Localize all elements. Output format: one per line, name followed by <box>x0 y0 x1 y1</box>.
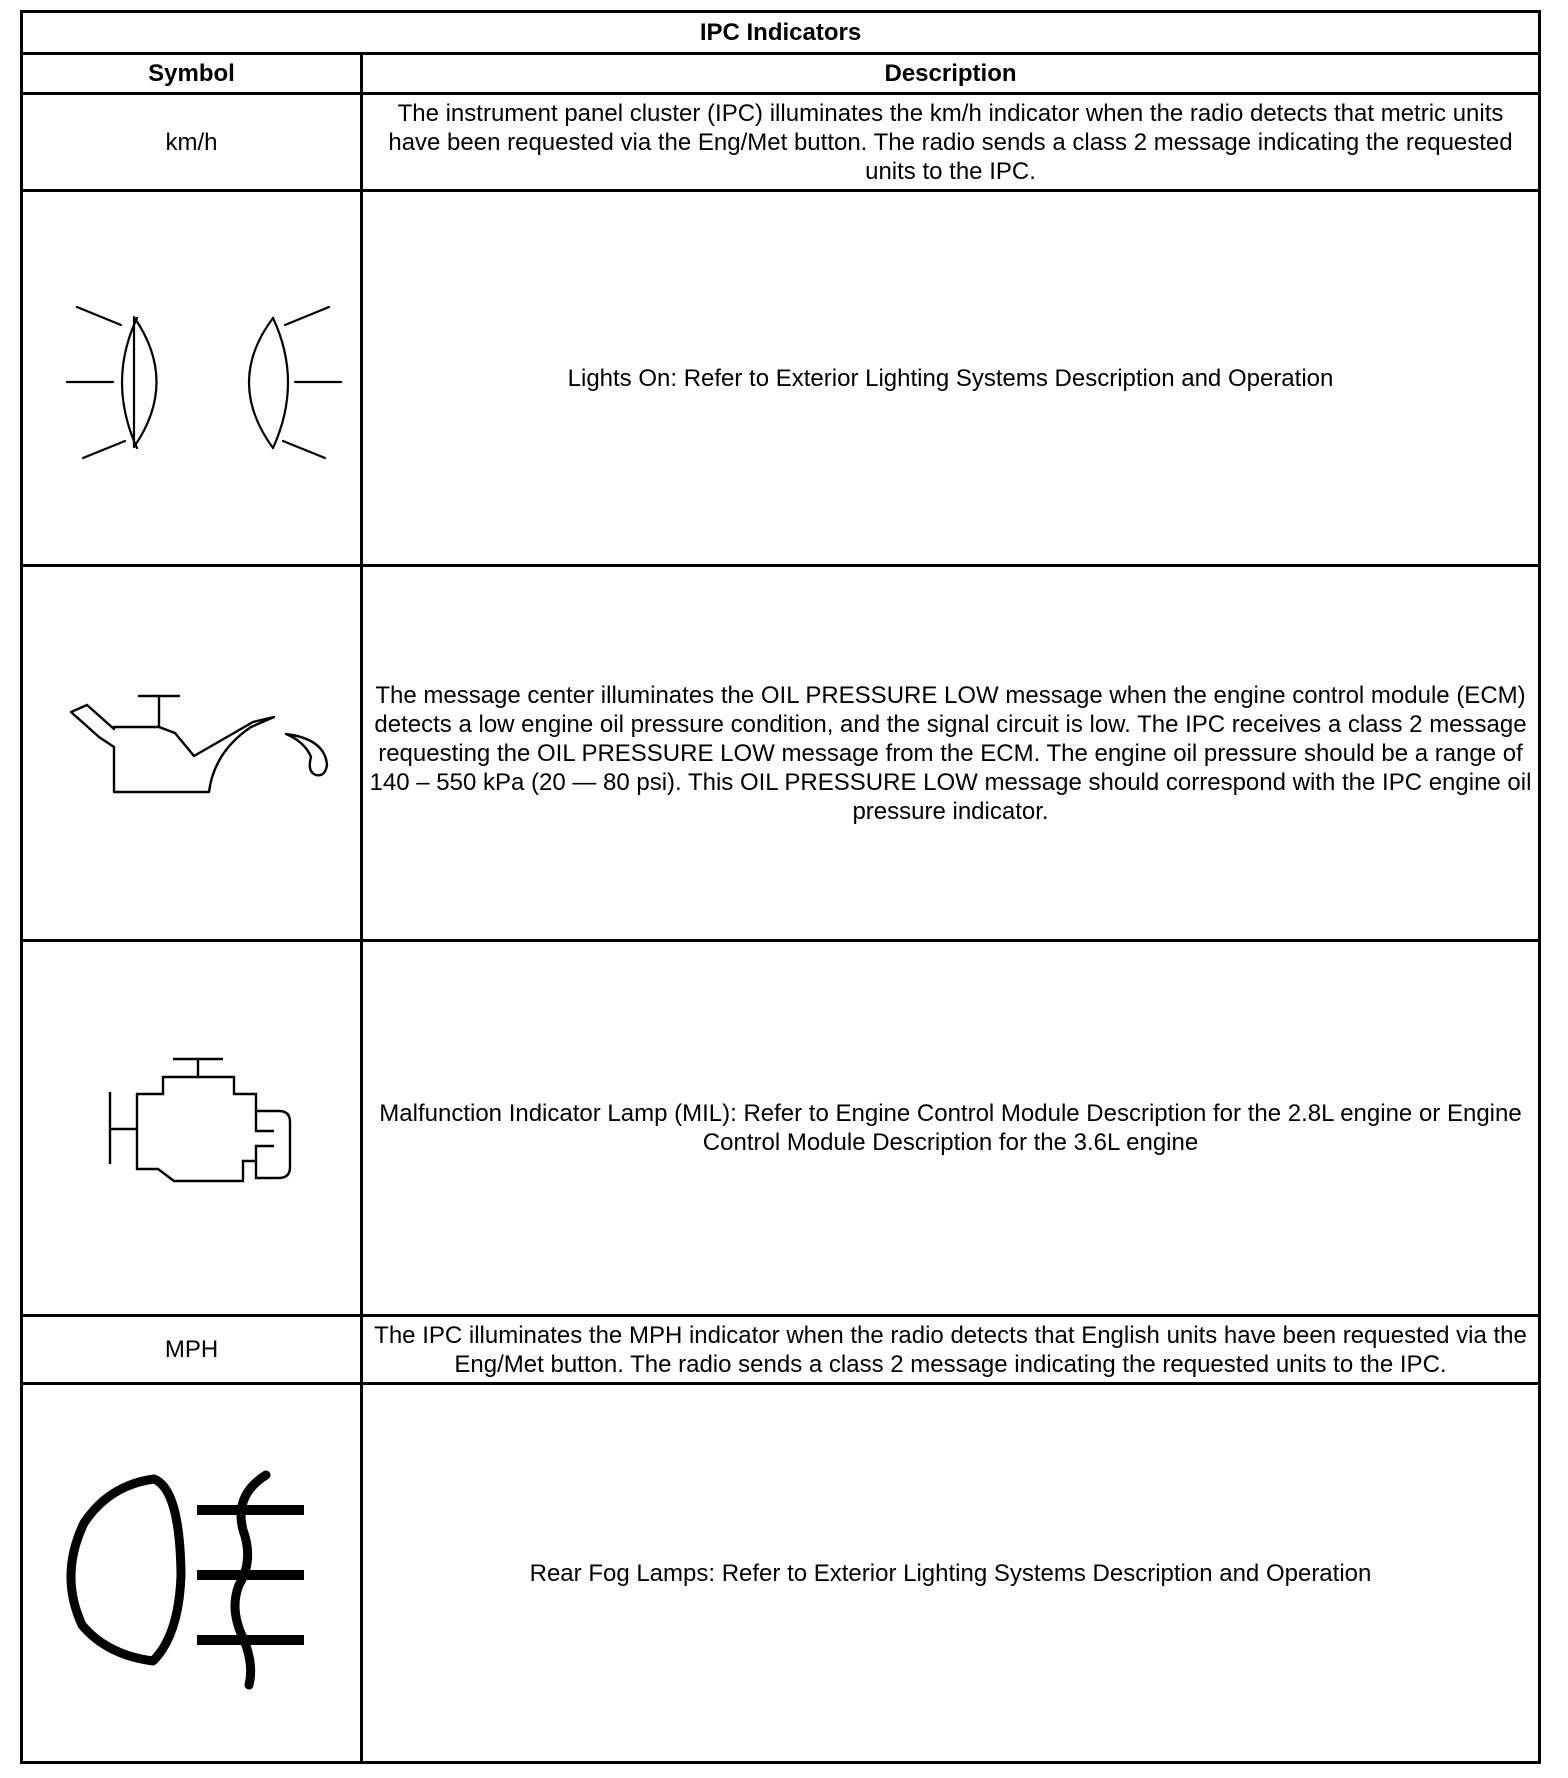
symbol-cell <box>22 191 362 566</box>
ipc-indicators-table <box>20 10 1541 1764</box>
description-cell: Lights On: Refer to Exterior Lighting Systems Description and Operation <box>362 191 1540 566</box>
table-row <box>22 94 1540 191</box>
table-title: IPC Indicators <box>22 12 1540 54</box>
table-row <box>22 566 1540 941</box>
description-column-header: Description <box>362 54 1540 94</box>
table-title-row <box>22 12 1540 54</box>
description-cell: Rear Fog Lamps: Refer to Exterior Lighting Systems Description and Operation <box>362 1384 1540 1763</box>
table-row <box>22 191 1540 566</box>
description-cell: The message center illuminates the OIL PRESSURE LOW message when the engine control module (ECM) detects a low engine oil pressure condition, and the signal circuit is low. The IPC receives a class 2 message requesting the OIL PRESSURE LOW message from the ECM. The engine oil pressure should be a range of 140 – 550 kPa (20 — 80 psi). This OIL PRESSURE LOW message should correspond with the IPC engine oil pressure indicator. <box>362 566 1540 941</box>
symbol-cell <box>22 566 362 941</box>
table-header-row <box>22 54 1540 94</box>
symbol-cell <box>22 941 362 1316</box>
engine-icon <box>29 942 369 1314</box>
description-cell: The instrument panel cluster (IPC) illuminates the km/h indicator when the radio detects that metric units have been requested via the Eng/Met button. The radio sends a class 2 message indicating the requested units to the IPC. <box>362 94 1540 191</box>
headlamps-lights-on-icon <box>29 192 369 564</box>
description-cell: Malfunction Indicator Lamp (MIL): Refer to Engine Control Module Description for the 2.8L engine or Engine Control Module Description for the 3.6L engine <box>362 941 1540 1316</box>
table-row <box>22 941 1540 1316</box>
description-cell: The IPC illuminates the MPH indicator when the radio detects that English units have been requested via the Eng/Met button. The radio sends a class 2 message indicating the requested units to the IPC. <box>362 1316 1540 1384</box>
table-row <box>22 1384 1540 1763</box>
oil-can-icon <box>29 567 369 939</box>
symbol-column-header: Symbol <box>22 54 362 94</box>
symbol-cell <box>22 1384 362 1763</box>
symbol-cell: km/h <box>22 94 362 191</box>
symbol-cell: MPH <box>22 1316 362 1384</box>
rear-fog-lamp-icon <box>29 1385 369 1761</box>
table-row <box>22 1316 1540 1384</box>
